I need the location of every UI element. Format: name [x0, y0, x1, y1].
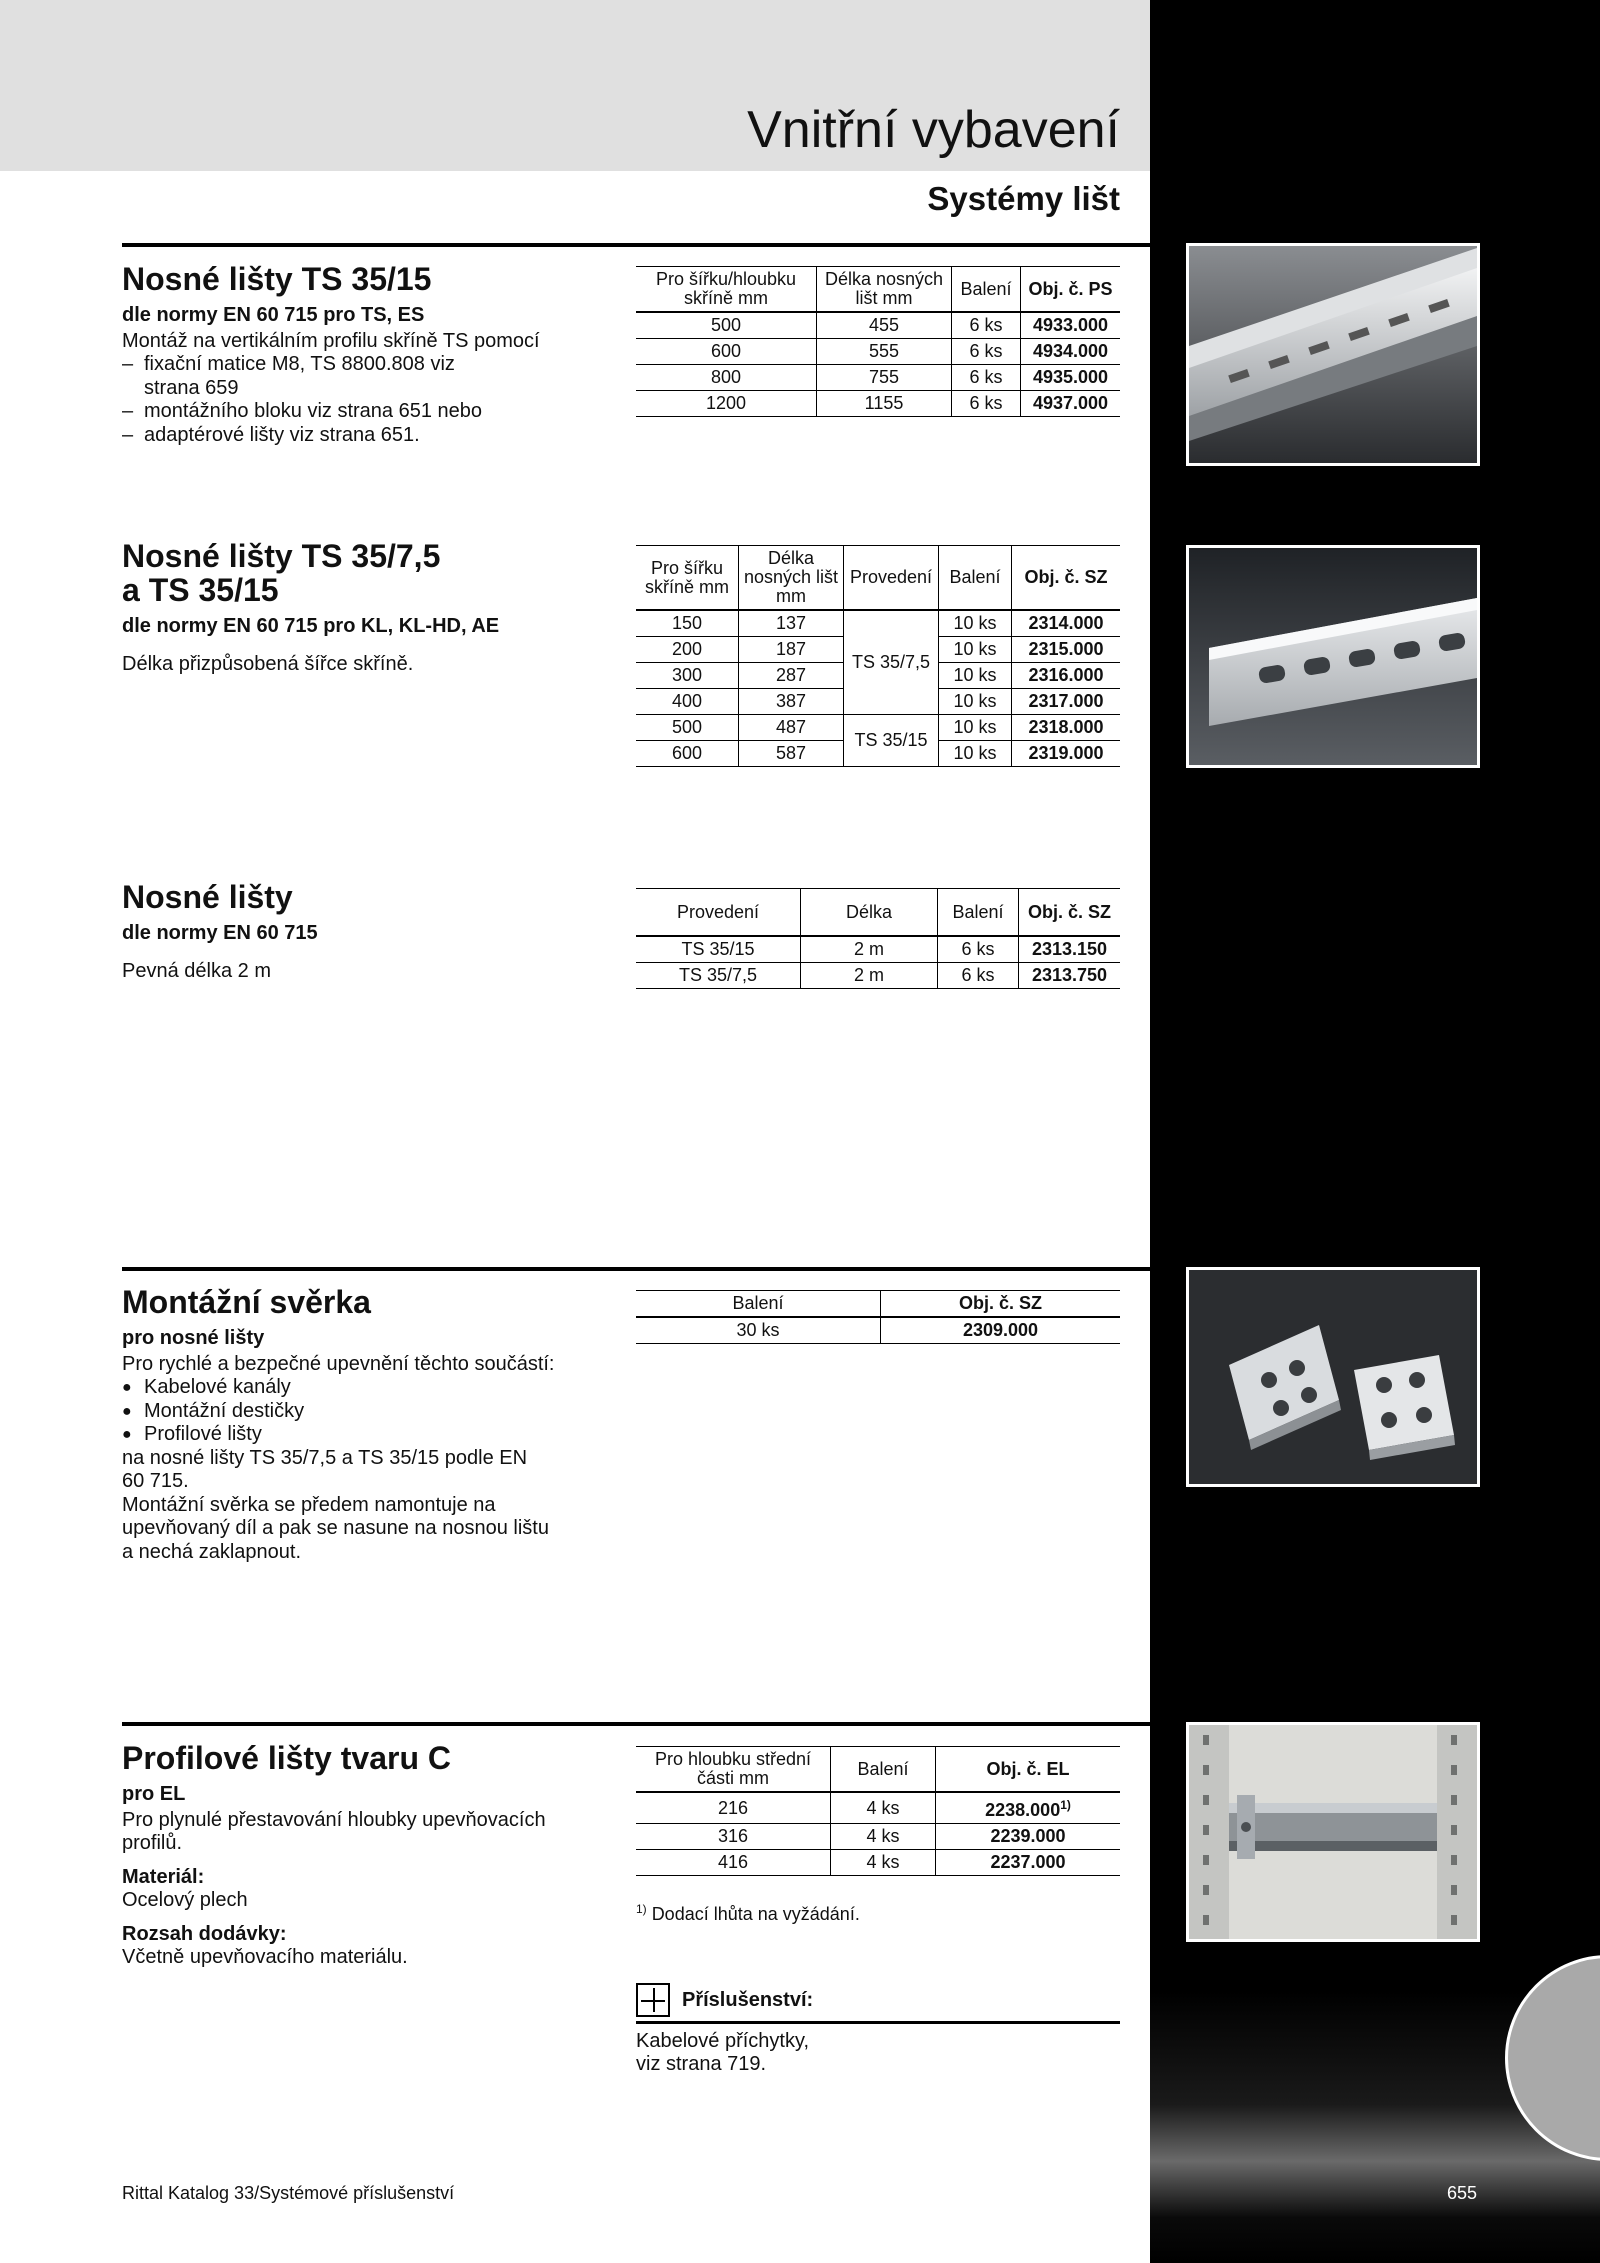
- cell: 300: [636, 663, 739, 689]
- cell: 800: [636, 365, 817, 391]
- table-header: Obj. č. PS: [1021, 267, 1121, 313]
- cell: 200: [636, 637, 739, 663]
- cell: 216: [636, 1792, 831, 1824]
- cell: 4 ks: [831, 1824, 936, 1850]
- cell: 2239.000: [936, 1824, 1121, 1850]
- cell: 10 ks: [939, 715, 1012, 741]
- section-list: [122, 353, 592, 447]
- cell: 10 ks: [939, 741, 1012, 767]
- section-divider: [122, 1722, 1150, 1726]
- cell: 6 ks: [938, 963, 1019, 989]
- table-row: [636, 339, 1120, 365]
- list-item: – adaptérové lišty viz strana 651.: [122, 424, 592, 448]
- cell: 10 ks: [939, 610, 1012, 637]
- product-photo-rail-ts35-75: [1186, 545, 1480, 768]
- cell: 755: [817, 365, 952, 391]
- cell: 150: [636, 610, 739, 637]
- section-intro: Pro rychlé a bezpečné upevnění těchto součástí:: [122, 1352, 555, 1375]
- cell: 2319.000: [1012, 741, 1121, 767]
- accessories-rule: [636, 2021, 1120, 2024]
- list-item: ● Kabelové kanály: [122, 1376, 592, 1400]
- cell: 500: [636, 715, 739, 741]
- product-photo-rail-ts35-15: [1186, 243, 1480, 466]
- cell: 387: [739, 689, 844, 715]
- section-title: Montážní svěrka: [122, 1284, 371, 1320]
- table-row: [636, 1317, 1120, 1344]
- cell: 4 ks: [831, 1792, 936, 1824]
- cell: 2316.000: [1012, 663, 1121, 689]
- cell: 4937.000: [1021, 391, 1121, 417]
- section-title: [122, 539, 592, 607]
- material-value: Ocelový plech: [122, 1889, 248, 1911]
- section-divider: [122, 243, 1150, 247]
- cell: 416: [636, 1850, 831, 1876]
- table-header: Obj. č. EL: [936, 1747, 1121, 1793]
- cell: 4933.000: [1021, 312, 1121, 339]
- cell: 4935.000: [1021, 365, 1121, 391]
- accessories-label: Příslušenství:: [682, 1988, 814, 2011]
- section-subtitle: pro EL: [122, 1783, 186, 1805]
- table-header: Pro hloubku střední části mm: [636, 1747, 831, 1793]
- title-line: Nosné lišty TS 35/7,5: [122, 538, 441, 574]
- accessories-block: [636, 1983, 1120, 2076]
- cell: 10 ks: [939, 689, 1012, 715]
- material-label: Materiál:: [122, 1865, 205, 1888]
- section-mounting-clip: [122, 1285, 592, 1564]
- table-row: [636, 1792, 1120, 1824]
- cell: 10 ks: [939, 663, 1012, 689]
- cell: 500: [636, 312, 817, 339]
- product-photo-mounting-clip: [1186, 1267, 1480, 1487]
- cell: [936, 1792, 1121, 1824]
- footnote-mark: 1): [1060, 1798, 1071, 1812]
- table-row: [636, 312, 1120, 339]
- cell: 2309.000: [881, 1317, 1121, 1344]
- section-text: na nosné lišty TS 35/7,5 a TS 35/15 podle EN 60 715.: [122, 1446, 528, 1492]
- accessories-text: Kabelové příchytky, viz strana 719.: [636, 2030, 810, 2075]
- cell: 2318.000: [1012, 715, 1121, 741]
- cell: 2315.000: [1012, 637, 1121, 663]
- cell: 4934.000: [1021, 339, 1121, 365]
- section-subtitle: pro nosné lišty: [122, 1327, 265, 1349]
- table-row: [636, 1824, 1120, 1850]
- cell: 6 ks: [952, 365, 1021, 391]
- table-header: Balení: [952, 267, 1021, 313]
- list-item: ● Profilové lišty: [122, 1423, 592, 1447]
- section-ts35-15: [122, 262, 592, 447]
- page-title: Vnitřní vybavení: [747, 101, 1120, 159]
- list-item: – fixační matice M8, TS 8800.808 viz strana 659: [122, 353, 464, 400]
- cell: 487: [739, 715, 844, 741]
- cell-variant: TS 35/7,5: [844, 610, 939, 715]
- cell: 2317.000: [1012, 689, 1121, 715]
- cell: 6 ks: [952, 339, 1021, 365]
- cell: TS 35/7,5: [636, 963, 801, 989]
- section-title: Nosné lišty TS 35/15: [122, 261, 432, 297]
- table-header: Pro šířku/hloubku skříně mm: [636, 267, 817, 313]
- section-text: Pevná délka 2 m: [122, 959, 271, 982]
- section-subtitle: dle normy EN 60 715 pro KL, KL-HD, AE: [122, 615, 500, 637]
- table-header: Balení: [636, 1291, 881, 1318]
- cell: 6 ks: [938, 936, 1019, 963]
- section-intro: Montáž na vertikálním profilu skříně TS pomocí: [122, 329, 540, 352]
- section-subtitle: dle normy EN 60 715 pro TS, ES: [122, 304, 425, 326]
- cell: 30 ks: [636, 1317, 881, 1344]
- table-header: Pro šířku skříně mm: [636, 546, 739, 611]
- table-rails-2m: [636, 888, 1120, 989]
- cell: 2 m: [801, 963, 938, 989]
- cell: 600: [636, 741, 739, 767]
- section-ts35-75: [122, 539, 592, 676]
- footer-catalog: Rittal Katalog 33/Systémové příslušenství: [122, 2183, 455, 2203]
- footnote: [636, 1902, 860, 1925]
- cell: 2313.150: [1019, 936, 1121, 963]
- title-line: a TS 35/15: [122, 572, 279, 608]
- order-number: 2238.000: [985, 1800, 1061, 1820]
- table-header: Provedení: [636, 889, 801, 937]
- section-subtitle: dle normy EN 60 715: [122, 922, 318, 944]
- cell: 6 ks: [952, 391, 1021, 417]
- page-subtitle: Systémy lišt: [927, 180, 1120, 217]
- table-mounting-clip: [636, 1290, 1120, 1344]
- cell: 316: [636, 1824, 831, 1850]
- cell-variant: TS 35/15: [844, 715, 939, 767]
- footnote-mark: 1): [636, 1902, 647, 1916]
- supply-value: Včetně upevňovacího materiálu.: [122, 1946, 408, 1968]
- cell: 2 m: [801, 936, 938, 963]
- table-header: Balení: [939, 546, 1012, 611]
- section-title: Profilové lišty tvaru C: [122, 1740, 451, 1776]
- table-row: [636, 963, 1120, 989]
- cell: 137: [739, 610, 844, 637]
- cell: 587: [739, 741, 844, 767]
- supply-label: Rozsah dodávky:: [122, 1922, 287, 1945]
- footnote-text: Dodací lhůta na vyžádání.: [651, 1904, 860, 1924]
- table-ts35-15: [636, 266, 1120, 417]
- cell: 600: [636, 339, 817, 365]
- section-divider: [122, 1267, 1150, 1271]
- table-ts35-75: [636, 545, 1120, 767]
- cell: 287: [739, 663, 844, 689]
- table-header: Obj. č. SZ: [1019, 889, 1121, 937]
- section-text: Délka přizpůsobená šířce skříně.: [122, 652, 414, 675]
- table-header: Délka nosných lišt mm: [817, 267, 952, 313]
- table-header: Délka nosných lišt mm: [739, 546, 844, 611]
- section-rails-2m: [122, 880, 592, 983]
- cell: 1200: [636, 391, 817, 417]
- table-header: Provedení: [844, 546, 939, 611]
- table-header: Délka: [801, 889, 938, 937]
- table-header: Obj. č. SZ: [881, 1291, 1121, 1318]
- page-number: 655: [1447, 2183, 1478, 2203]
- cell: 1155: [817, 391, 952, 417]
- cell: 4 ks: [831, 1850, 936, 1876]
- cell: 400: [636, 689, 739, 715]
- section-text: Montážní svěrka se předem namontuje na upevňovaný díl a pak se nasune na nosnou lištu a nechá zaklapnout.: [122, 1493, 549, 1563]
- plus-icon: [636, 1983, 670, 2017]
- table-row: [636, 936, 1120, 963]
- cell: 2237.000: [936, 1850, 1121, 1876]
- list-item: ● Montážní destičky: [122, 1400, 592, 1424]
- list-item: – montážního bloku viz strana 651 nebo: [122, 400, 592, 424]
- table-row: [636, 610, 1120, 637]
- table-header: Balení: [938, 889, 1019, 937]
- table-row: [636, 365, 1120, 391]
- cell: 10 ks: [939, 637, 1012, 663]
- table-row: [636, 391, 1120, 417]
- table-row: [636, 1850, 1120, 1876]
- cell: 555: [817, 339, 952, 365]
- cell: 2313.750: [1019, 963, 1121, 989]
- cell: TS 35/15: [636, 936, 801, 963]
- section-title: Nosné lišty: [122, 879, 293, 915]
- table-row: [636, 715, 1120, 741]
- section-c-rails: [122, 1741, 592, 1970]
- section-bullets: [122, 1376, 592, 1447]
- cell: 455: [817, 312, 952, 339]
- table-header: Obj. č. SZ: [1012, 546, 1121, 611]
- product-photo-c-rail: [1186, 1722, 1480, 1942]
- section-text: Pro plynulé přestavování hloubky upevňovacích profilů.: [122, 1808, 546, 1854]
- table-header: Balení: [831, 1747, 936, 1793]
- cell: 187: [739, 637, 844, 663]
- cell: 2314.000: [1012, 610, 1121, 637]
- cell: 6 ks: [952, 312, 1021, 339]
- table-c-rails: [636, 1746, 1120, 1876]
